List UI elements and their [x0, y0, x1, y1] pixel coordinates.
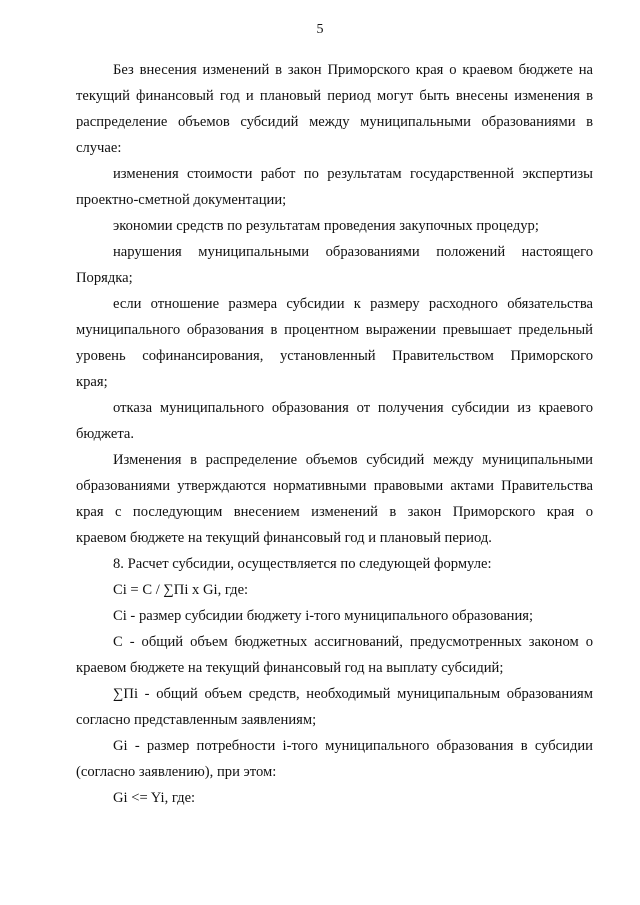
text-line: экономии средств по результатам проведения закупочных процедур; — [113, 218, 539, 234]
text-line: распределение объемов субсидий между муниципальными образованиями в — [76, 114, 593, 130]
formula-line: Ci = C / ∑Пi x Gi, где: — [113, 582, 249, 598]
text-line: края с последующим внесением изменений в закон Приморского края о — [76, 504, 593, 520]
text-line: отказа муниципального образования от получения субсидии из краевого — [113, 400, 593, 416]
text-line: случае: — [76, 140, 122, 156]
text-line: Ci - размер субсидии бюджету i-того муниципального образования; — [113, 608, 534, 624]
text-line: бюджета. — [76, 426, 135, 442]
text-line: края; — [76, 374, 108, 390]
text-line: нарушения муниципальными образованиями положений настоящего — [113, 244, 593, 260]
text-line: (согласно заявлению), при этом: — [76, 764, 277, 780]
text-line: текущий финансовый год и плановый период могут быть внесены изменения в — [76, 88, 593, 104]
text-line: если отношение размера субсидии к размеру расходного обязательства — [113, 296, 593, 312]
text-line: Gi - размер потребности i-того муниципального образования в субсидии — [113, 738, 593, 754]
text-line: Порядка; — [76, 270, 133, 286]
text-line: согласно представленным заявлениям; — [76, 712, 317, 728]
text-line: проектно-сметной документации; — [76, 192, 287, 208]
text-line: краевом бюджете на текущий финансовый год на выплату субсидий; — [76, 660, 504, 676]
text-line: ∑Пi - общий объем средств, необходимый муниципальным образованиям — [113, 686, 593, 702]
text-line: изменения стоимости работ по результатам государственной экспертизы — [113, 166, 593, 182]
text-line: образованиями утверждаются нормативными правовыми актами Правительства — [76, 478, 593, 494]
text-line: С - общий объем бюджетных ассигнований, предусмотренных законом о — [113, 634, 593, 650]
text-line: краевом бюджете на текущий финансовый год и плановый период. — [76, 530, 492, 546]
text-line: Изменения в распределение объемов субсидий между муниципальными — [113, 452, 593, 468]
formula-line: Gi <= Yi, где: — [113, 790, 196, 806]
text-line: уровень софинансирования, установленный Правительством Приморского — [76, 348, 593, 364]
text-line: Без внесения изменений в закон Приморского края о краевом бюджете на — [113, 62, 593, 78]
page-number: 5 — [316, 22, 324, 37]
text-line: муниципального образования в процентном выражении превышает предельный — [76, 322, 593, 338]
text-line: 8. Расчет субсидии, осуществляется по следующей формуле: — [113, 556, 492, 572]
